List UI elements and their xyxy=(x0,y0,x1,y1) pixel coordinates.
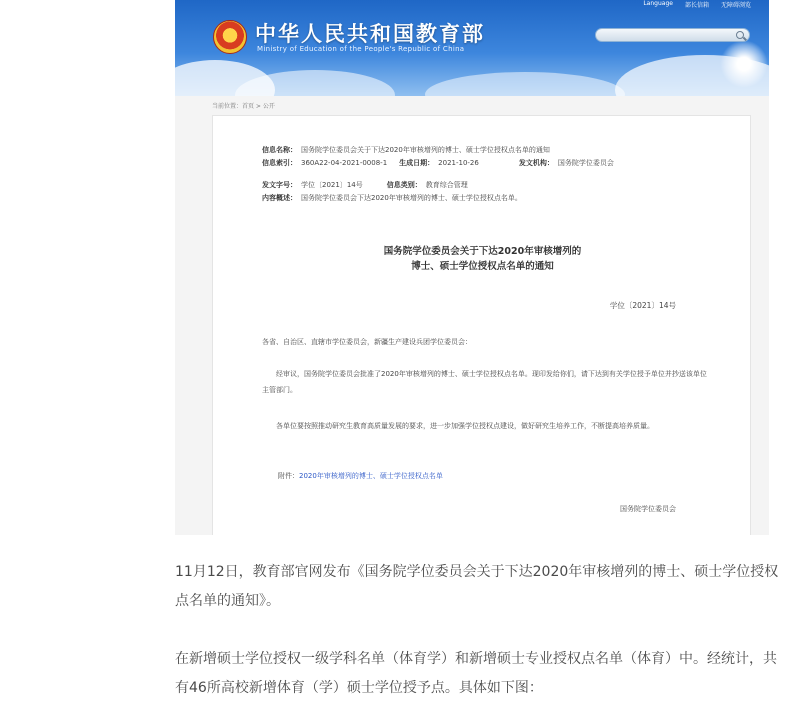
issuer: 国务院学位委员会 xyxy=(557,158,614,167)
dandelion-decoration xyxy=(720,40,768,88)
top-links xyxy=(643,0,751,9)
search-input[interactable] xyxy=(595,28,750,42)
salutation: 各省、自治区、直辖市学位委员会，新疆生产建设兵团学位委员会： xyxy=(262,338,472,346)
ministry-page-screenshot xyxy=(175,0,769,535)
breadcrumb: 当前位置：首页 > 公开 xyxy=(212,103,275,110)
accessibility-link[interactable]: 无障碍浏览 xyxy=(720,2,751,9)
minister-mailbox-link[interactable]: 部长信箱 xyxy=(684,2,709,9)
site-title: 中华人民共和国教育部 xyxy=(255,21,485,46)
cloud-decoration xyxy=(425,72,625,96)
attachment-label: 附件： xyxy=(278,472,299,480)
info-index: 360A22-04-2021-0008-1 xyxy=(301,158,388,167)
document-paragraph: 各单位要按照推动研究生教育高质量发展的要求，进一步加强学位授权点建设，做好研究生培养工作，不断提高培养质量。 xyxy=(276,422,654,430)
attachment-link[interactable]: 2020年审核增列的博士、硕士学位授权点名单 xyxy=(299,472,443,480)
article-paragraph: 在新增硕士学位授权一级学科名单（体育学）和新增硕士专业授权点名单（体育）中。经统计，共有46所高校新增体育（学）硕士学位授予点。具体如下图： xyxy=(175,651,777,696)
meta-label: 内容概述： xyxy=(262,193,297,202)
site-banner xyxy=(175,0,769,96)
document-signature: 国务院学位委员会 xyxy=(620,505,676,513)
meta-label: 信息名称： xyxy=(262,146,297,154)
national-emblem-icon xyxy=(213,20,247,54)
meta-label: 生成日期： xyxy=(399,158,435,167)
meta-label: 发文机构： xyxy=(518,158,554,167)
search-icon[interactable] xyxy=(736,31,744,39)
document-panel xyxy=(212,115,751,535)
doc-number-meta: 学位〔2021〕14号 xyxy=(301,181,363,189)
document-number: 学位〔2021〕14号 xyxy=(609,301,676,310)
document-title-line: 博士、硕士学位授权点名单的通知 xyxy=(411,261,554,272)
document-title-line: 国务院学位委员会关于下达2020年审核增列的 xyxy=(383,246,582,257)
info-category: 教育综合管理 xyxy=(425,181,468,189)
article-paragraph: 11月12日，教育部官网发布《国务院学位委员会关于下达2020年审核增列的博士、硕士学位授权点名单的通知》。 xyxy=(175,564,779,609)
info-name: 国务院学位委员会关于下达2020年审核增列的博士、硕士学位授权点名单的通知 xyxy=(301,146,550,154)
meta-label: 信息类别： xyxy=(386,181,422,189)
content-summary: 国务院学位委员会下达2020年审核增列的博士、硕士学位授权点名单。 xyxy=(301,193,522,202)
language-link[interactable]: Language xyxy=(643,0,673,7)
generated-date: 2021-10-26 xyxy=(438,158,479,167)
site-subtitle: Ministry of Education of the People's Republic of China xyxy=(257,45,465,53)
document-metadata xyxy=(262,144,614,204)
document-title xyxy=(213,244,752,274)
document-paragraph: 经审议，国务院学位委员会批准了2020年审核增列的博士、硕士学位授权点名单。现印发给你们，请下达到有关学位授予单位并抄送该单位主管部门。 xyxy=(262,370,707,394)
meta-label: 信息索引： xyxy=(262,158,297,167)
attachment-line xyxy=(278,468,728,484)
meta-label: 发文字号： xyxy=(262,181,297,189)
